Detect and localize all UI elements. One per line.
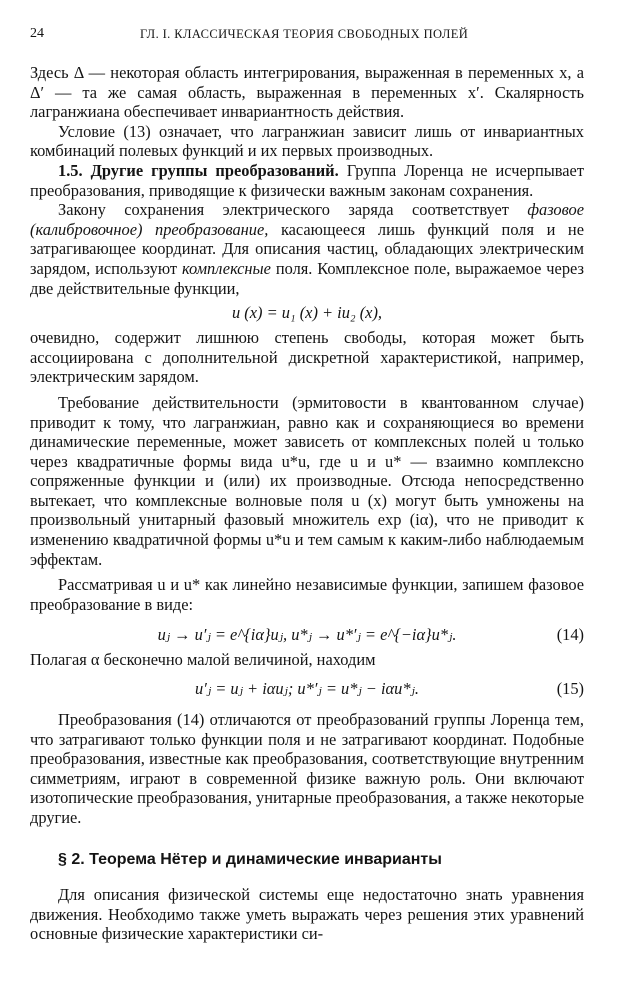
paragraph-1: Здесь Δ — некоторая область интегрирования, выраженная в переменных x, а Δ′ — та же самая область, выраженная в переменных x′. Скалярность лагранжиана обеспечивает инвариантность действия. [30,63,584,122]
equation-15-number: (15) [556,679,584,699]
equation-complex-text: u (x) = u₁ (x) + iu₂ (x), [231,303,382,323]
equation-14-number: (14) [556,625,584,645]
paragraph-3 [30,161,584,200]
paragraph-5: очевидно, содержит лишнюю степень свободы, которая может быть ассоциирована с дополнительной дискретной характеристикой, например, электрическим зарядом. [30,328,584,387]
paragraph-10: Для описания физической системы еще недостаточно знать уравнения движения. Необходимо также уметь выражать через решения этих уравнений основные физические характеристики си- [30,885,584,944]
page-header [30,26,586,46]
paragraph-4-b: касающееся лишь функций поля и не затрагивающее координат. Для описания частиц, обладающих электрическим зарядом, используют [30,219,584,278]
paragraph-8: Полагая α бесконечно малой величиной, находим [30,650,376,670]
paragraph-9: Преобразования (14) отличаются от преобразований группы Лоренца тем, что затрагивают только функции поля и не затрагивают координат. Подобные преобразования, известные как преобразования, соответствующие внутренним симметриям, играют в современной физике важную роль. Они включают изотопические преобразования, унитарные преобразования, а также некоторые другие. [30,710,584,827]
page-number: 24 [30,26,44,41]
paragraph-7: Рассматривая u и u* как линейно независимые функции, запишем фазовое преобразование в виде: [30,575,584,614]
paragraph-4-a: Закону сохранения электрического заряда соответствует [58,200,509,220]
equation-15-text: u′ⱼ = uⱼ + iαuⱼ; u*′ⱼ = u*ⱼ − iαu*ⱼ. [195,679,419,699]
paragraph-3-text: Группа Лоренца не исчерпывает преобразования, приводящие к физически важным законам сохранения. [30,160,584,200]
running-title: ГЛ. I. КЛАССИЧЕСКАЯ ТЕОРИЯ СВОБОДНЫХ ПОЛЕЙ [140,27,469,41]
equation-14 [30,620,584,650]
equation-15 [30,674,584,704]
paragraph-2: Условие (13) означает, что лагранжиан зависит лишь от инвариантных комбинаций полевых функций и их первых производных. [30,121,584,161]
paragraph-4-c: поля. Комплексное поле, выражаемое через две действительные функции, [30,258,584,298]
term-complex: комплексные [181,258,271,278]
section-heading: § 2. Теорема Нётер и динамические инварианты [58,850,442,868]
paragraph-4 [30,200,584,298]
page-body [30,63,584,944]
subsection-heading: 1.5. Другие группы преобразований. [58,160,339,180]
term-phase-transform: фазовое (калибровочное) преобразование, [30,200,584,239]
equation-14-text: uⱼ → u′ⱼ = e^{iα}uⱼ, u*ⱼ → u*′ⱼ = e^{−iα}u*ⱼ. [157,625,457,645]
equation-complex-field [30,298,584,328]
paragraph-6: Требование действительности (эрмитовости в квантованном случае) приводит к тому, что лагранжиан, равно как и сохраняющиеся во времени динамические переменные, может зависеть от комплексных полей u только через квадратичные формы вида u*u, где u и u* — взаимно комплексно сопряженные функции и (или) их производные. Отсюда непосредственно вытекает, что комплексные волновые поля u (x) могут быть умножены на произвольный унитарный фазовый множитель exp (iα), что не приводит к изменению квадратичной формы u*u и тем самым к каким-либо наблюдаемым эффектам. [30,392,584,569]
